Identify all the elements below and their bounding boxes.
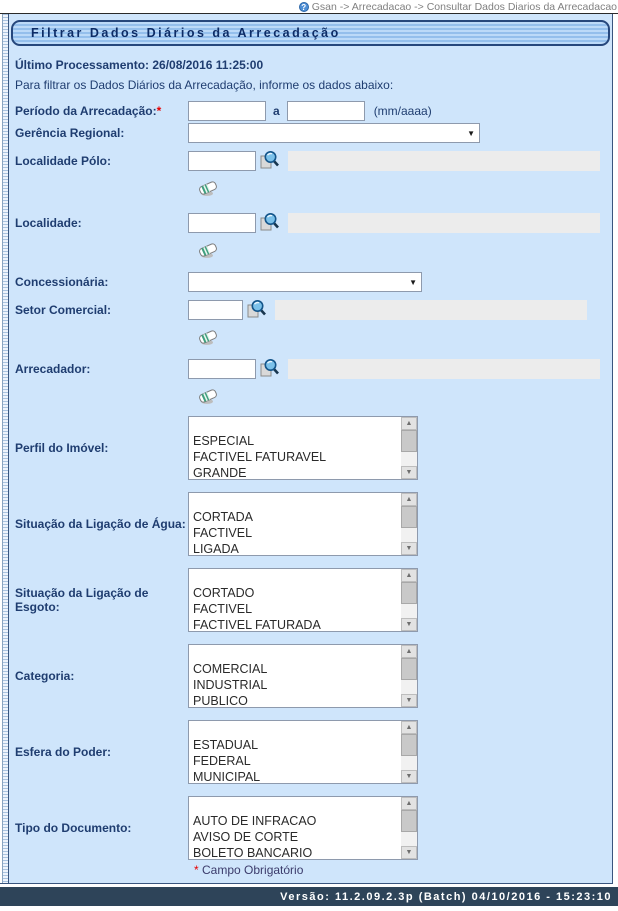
situacao-agua-label: Situação da Ligação de Água: xyxy=(15,517,186,531)
scroll-down-button[interactable] xyxy=(401,618,417,631)
gerencia-row xyxy=(9,123,612,143)
periodo-inicio-input[interactable] xyxy=(188,101,266,121)
esfera-poder-label: Esfera do Poder: xyxy=(15,745,112,759)
last-processing-text: Último Processamento: 26/08/2016 11:25:00 xyxy=(15,58,264,72)
help-icon[interactable]: ? xyxy=(299,2,309,12)
scroll-up-icon: ▲ xyxy=(405,572,413,579)
periodo-fim-input[interactable] xyxy=(287,101,365,121)
perfil-imovel-row xyxy=(9,416,612,480)
scroll-up-button[interactable] xyxy=(401,493,417,506)
search-icon[interactable] xyxy=(258,357,280,384)
setor-comercial-name-display xyxy=(275,300,587,320)
scroll-down-icon: ▼ xyxy=(405,773,413,780)
localidade-polo-row xyxy=(9,151,612,202)
listbox-option-blank[interactable] xyxy=(189,645,401,661)
localidade-control xyxy=(188,213,600,264)
localidade-polo-input[interactable] xyxy=(188,151,256,171)
listbox-option[interactable]: FACTIVEL FATURAVEL xyxy=(193,450,327,464)
localidade-polo-label: Localidade Pólo: xyxy=(15,154,112,168)
version-text: Versão: 11.2.09.2.3p (Batch) 04/10/2016 - 15:23:10 xyxy=(280,890,612,903)
arrecadador-name-display xyxy=(288,359,600,379)
situacao-agua-row xyxy=(9,492,612,556)
situacao-esgoto-label: Situação da Ligação de Esgoto: xyxy=(15,586,149,614)
scroll-down-button[interactable] xyxy=(401,770,417,783)
breadcrumb-bar xyxy=(0,0,618,14)
arrecadador-row xyxy=(9,359,612,410)
search-icon[interactable] xyxy=(258,211,280,238)
listbox-option[interactable]: GRANDE xyxy=(193,466,247,479)
localidade-input[interactable] xyxy=(188,213,256,233)
scrollbar[interactable] xyxy=(401,493,417,555)
form-panel xyxy=(9,14,613,883)
perfil-imovel-label: Perfil do Imóvel: xyxy=(15,441,109,455)
instructions-text: Para filtrar os Dados Diários da Arrecadação, informe os dados abaixo: xyxy=(15,78,394,92)
search-icon[interactable] xyxy=(258,149,280,176)
required-asterisk: * xyxy=(156,104,162,118)
arrecadador-label: Arrecadador: xyxy=(15,362,91,376)
scroll-down-button[interactable] xyxy=(401,846,417,859)
listbox-option[interactable]: AUTO DE INFRACAO xyxy=(193,814,317,828)
listbox-option[interactable]: CORTADA xyxy=(193,510,253,524)
concessionaria-label: Concessionária: xyxy=(15,275,109,289)
chevron-down-icon: ▼ xyxy=(409,277,417,287)
periodo-separator: a xyxy=(273,104,280,118)
categoria-row xyxy=(9,644,612,708)
scroll-thumb[interactable] xyxy=(401,506,417,528)
localidade-polo-control xyxy=(188,151,600,202)
listbox-option[interactable]: LIGADA xyxy=(193,542,239,555)
chevron-down-icon: ▼ xyxy=(467,128,475,138)
scroll-up-button[interactable] xyxy=(401,417,417,430)
required-field-note xyxy=(194,864,612,877)
scroll-thumb[interactable] xyxy=(401,734,417,756)
concessionaria-row xyxy=(9,272,612,292)
tipo-documento-listbox[interactable] xyxy=(188,796,418,860)
required-note-text: Campo Obrigatório xyxy=(198,863,304,877)
arrecadador-input[interactable] xyxy=(188,359,256,379)
situacao-esgoto-row xyxy=(9,568,612,632)
scroll-up-icon: ▲ xyxy=(405,800,413,807)
scroll-up-icon: ▲ xyxy=(405,496,413,503)
listbox-option[interactable]: ESPECIAL xyxy=(193,434,255,448)
periodo-row xyxy=(9,101,612,121)
listbox-option-blank[interactable] xyxy=(189,797,401,813)
scroll-down-button[interactable] xyxy=(401,466,417,479)
main-frame xyxy=(0,14,613,884)
setor-comercial-input[interactable] xyxy=(188,300,243,320)
listbox-option[interactable]: INDUSTRIAL xyxy=(193,678,268,692)
localidade-label: Localidade: xyxy=(15,216,82,230)
esfera-poder-listbox[interactable] xyxy=(188,720,418,784)
localidade-row xyxy=(9,213,612,264)
periodo-label xyxy=(9,101,188,118)
periodo-format-hint: (mm/aaaa) xyxy=(373,104,432,118)
scroll-up-button[interactable] xyxy=(401,797,417,810)
listbox-option[interactable]: ESTADUAL xyxy=(193,738,259,752)
scroll-up-icon: ▲ xyxy=(405,648,413,655)
required-asterisk: * xyxy=(194,863,199,877)
scrollbar[interactable] xyxy=(401,417,417,479)
situacao-esgoto-listbox[interactable] xyxy=(188,568,418,632)
localidade-polo-name-display xyxy=(288,151,600,171)
status-bar xyxy=(0,887,618,906)
scroll-up-button[interactable] xyxy=(401,721,417,734)
scrollbar[interactable] xyxy=(401,797,417,859)
concessionaria-select[interactable] xyxy=(188,272,422,292)
eraser-icon[interactable] xyxy=(198,179,219,202)
listbox-option[interactable]: BOLETO BANCARIO xyxy=(193,846,313,859)
scrollbar[interactable] xyxy=(401,569,417,631)
listbox-option-blank[interactable] xyxy=(189,417,401,433)
situacao-agua-listbox[interactable] xyxy=(188,492,418,556)
listbox-option[interactable]: FACTIVEL FATURADA xyxy=(193,618,321,631)
scroll-thumb[interactable] xyxy=(401,582,417,604)
scroll-thumb[interactable] xyxy=(401,810,417,832)
listbox-option[interactable]: FACTIVEL xyxy=(193,602,253,616)
eraser-icon[interactable] xyxy=(198,241,219,264)
eraser-icon[interactable] xyxy=(198,328,219,351)
scroll-down-button[interactable] xyxy=(401,694,417,707)
scroll-down-icon: ▼ xyxy=(405,545,413,552)
scrollbar[interactable] xyxy=(401,645,417,707)
tipo-documento-label: Tipo do Documento: xyxy=(15,821,132,835)
breadcrumb[interactable]: Gsan -> Arrecadacao -> Consultar Dados Diarios da Arrecadacao xyxy=(311,0,617,13)
listbox-option-blank[interactable] xyxy=(189,493,401,509)
categoria-label: Categoria: xyxy=(15,669,75,683)
tipo-documento-row xyxy=(9,796,612,860)
scroll-down-icon: ▼ xyxy=(405,697,413,704)
scrollbar[interactable] xyxy=(401,721,417,783)
scroll-down-icon: ▼ xyxy=(405,469,413,476)
localidade-name-display xyxy=(288,213,600,233)
scroll-down-icon: ▼ xyxy=(405,621,413,628)
scroll-up-button[interactable] xyxy=(401,645,417,658)
gerencia-select[interactable] xyxy=(188,123,480,143)
eraser-icon[interactable] xyxy=(198,387,219,410)
setor-comercial-label: Setor Comercial: xyxy=(15,303,112,317)
scroll-thumb[interactable] xyxy=(401,430,417,452)
gerencia-label: Gerência Regional: xyxy=(15,126,125,140)
esfera-poder-row xyxy=(9,720,612,784)
listbox-option[interactable]: PUBLICO xyxy=(193,694,248,707)
scroll-thumb[interactable] xyxy=(401,658,417,680)
listbox-option[interactable]: FEDERAL xyxy=(193,754,251,768)
search-icon[interactable] xyxy=(245,298,267,325)
perfil-imovel-listbox[interactable] xyxy=(188,416,418,480)
frame-ridges xyxy=(2,14,8,883)
scroll-down-icon: ▼ xyxy=(405,849,413,856)
scroll-up-icon: ▲ xyxy=(405,724,413,731)
scroll-up-icon: ▲ xyxy=(405,420,413,427)
setor-comercial-control xyxy=(188,300,587,351)
arrecadador-control xyxy=(188,359,600,410)
frame-left-edge xyxy=(0,14,9,883)
categoria-listbox[interactable] xyxy=(188,644,418,708)
listbox-option[interactable]: COMERCIAL xyxy=(193,662,268,676)
listbox-option[interactable]: AVISO DE CORTE xyxy=(193,830,299,844)
listbox-option-blank[interactable] xyxy=(189,721,401,737)
page-title: Filtrar Dados Diários da Arrecadação xyxy=(11,20,610,46)
listbox-option-blank[interactable] xyxy=(189,569,401,585)
listbox-option[interactable]: CORTADO xyxy=(193,586,255,600)
scroll-down-button[interactable] xyxy=(401,542,417,555)
listbox-option[interactable]: MUNICIPAL xyxy=(193,770,261,783)
listbox-option[interactable]: FACTIVEL xyxy=(193,526,253,540)
scroll-up-button[interactable] xyxy=(401,569,417,582)
setor-comercial-row xyxy=(9,300,612,351)
periodo-label-text: Período da Arrecadação: xyxy=(15,104,157,118)
